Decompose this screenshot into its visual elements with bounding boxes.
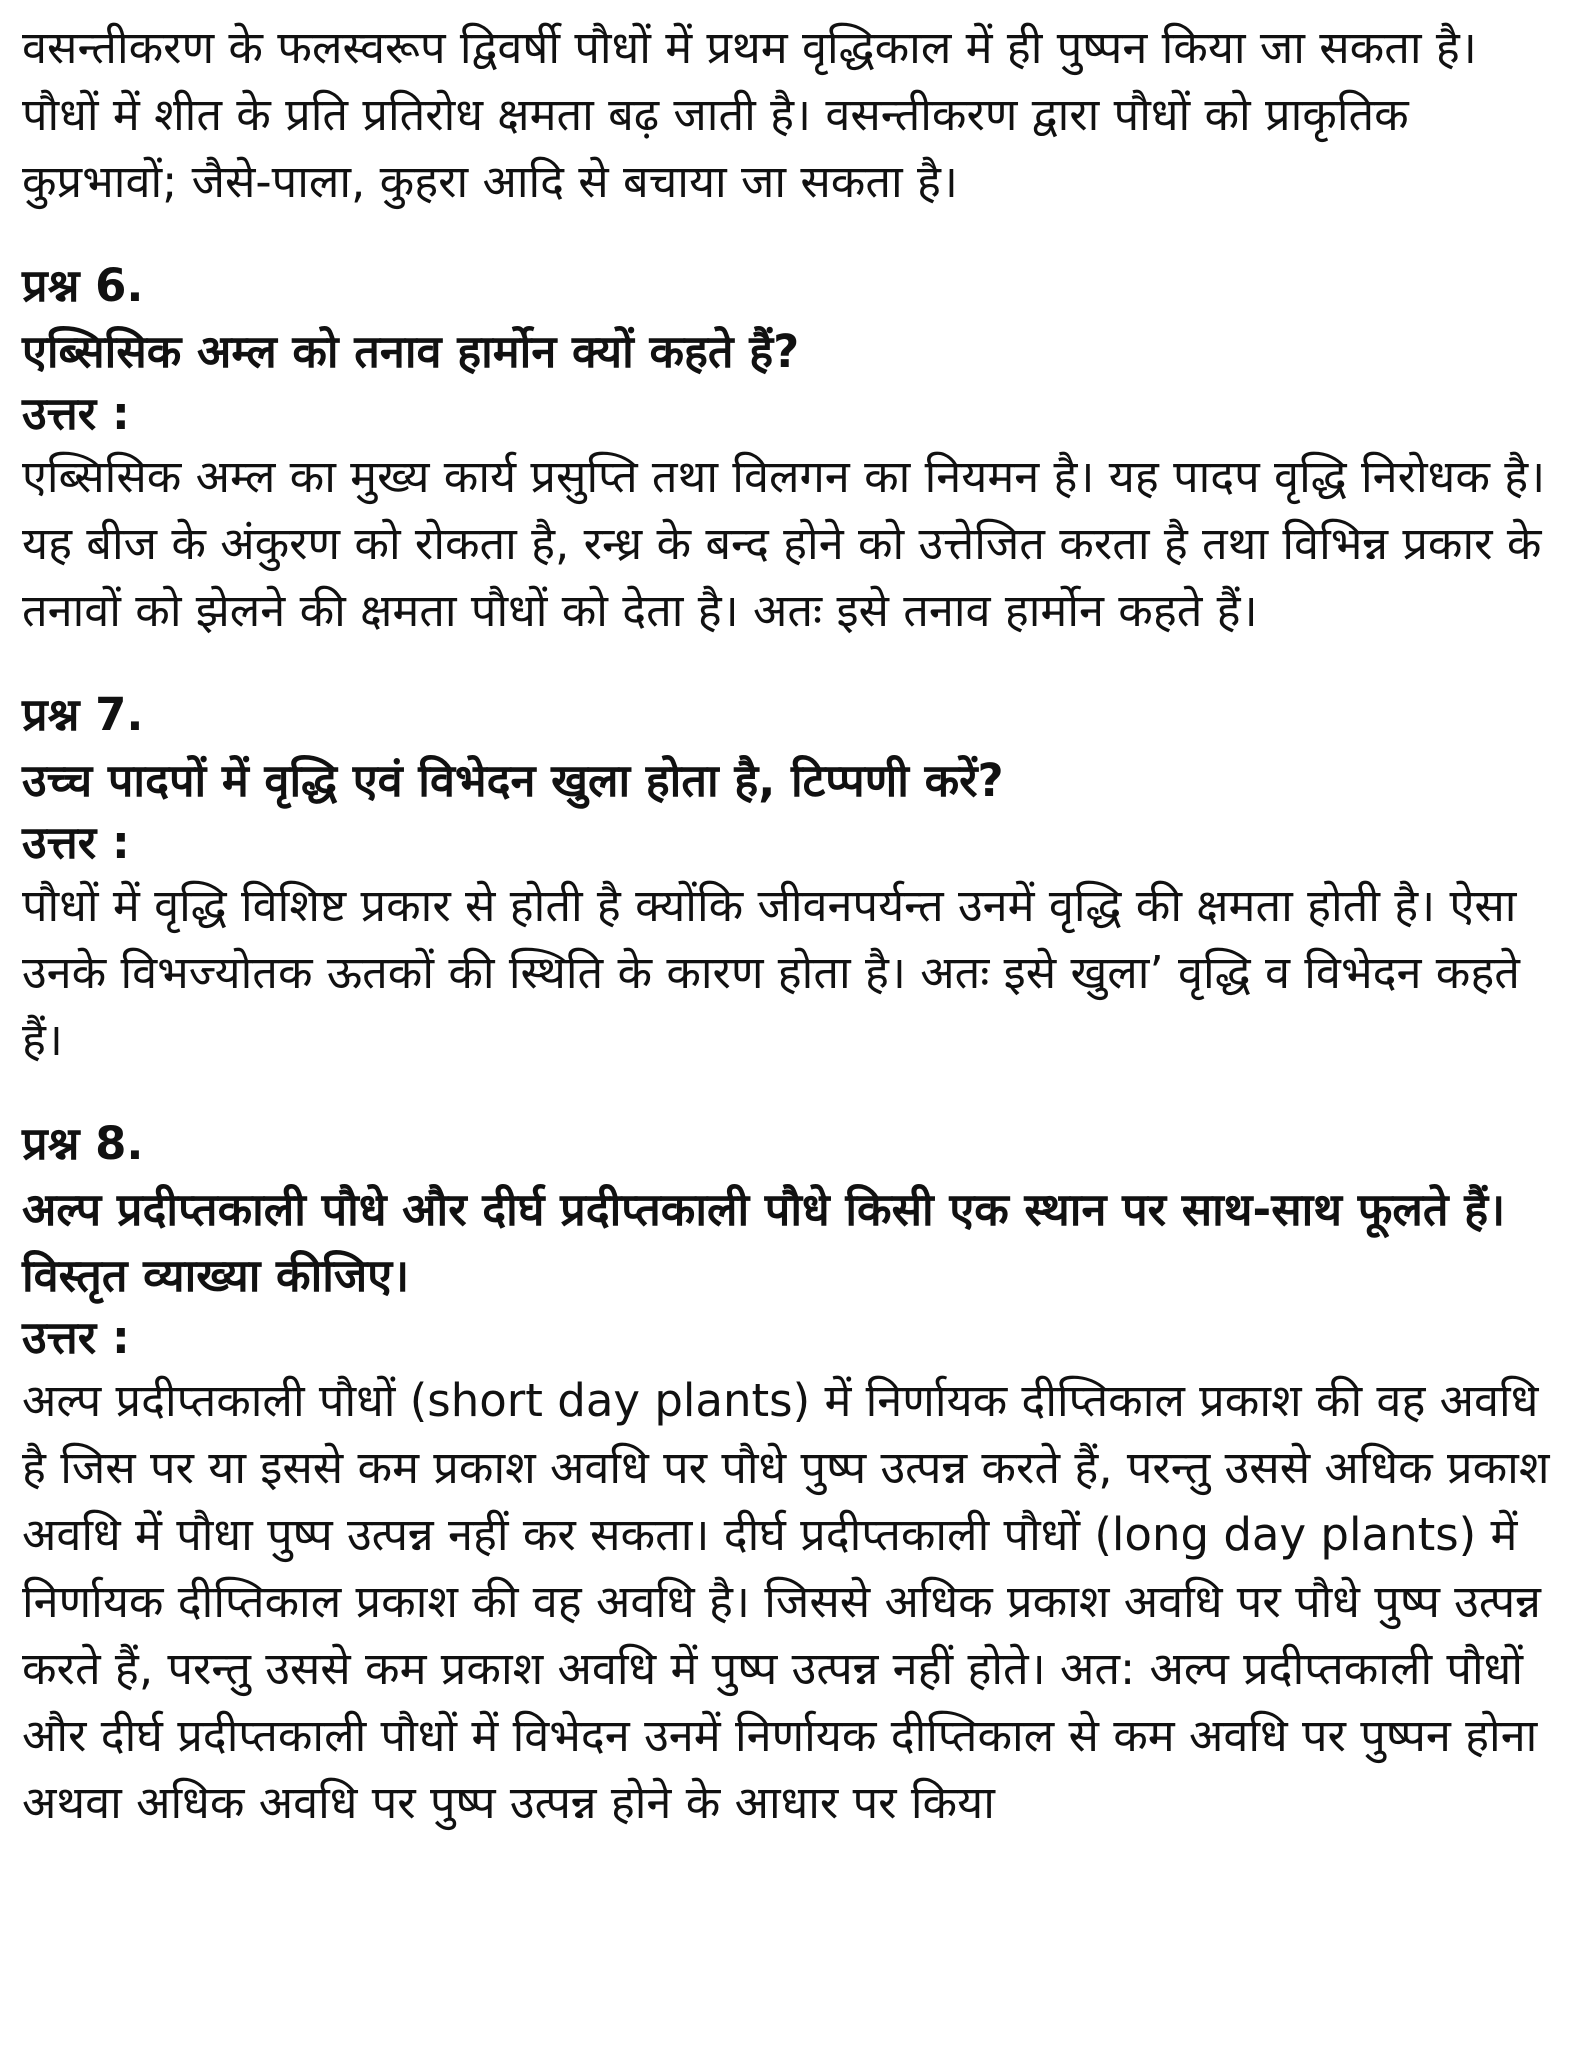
answer-6-label: उत्तर : xyxy=(22,387,130,440)
question-6-text: एब्सिसिक अम्ल को तनाव हार्मोन क्यों कहते हैं? xyxy=(22,325,800,378)
question-7-text: उच्च पादपों में वृद्धि एवं विभेदन खुला होता है, टिप्पणी करें? xyxy=(22,754,1004,807)
answer-7-text: पौधों में वृद्धि विशिष्ट प्रकार से होती है क्योंकि जीवनपर्यन्त उनमें वृद्धि की क्षमता होती है। ऐसा उनके विभज्योतक ऊतकों की स्थिति के कारण होता है। अतः इसे खुला’ वृद्धि व विभेदन कहते हैं। xyxy=(22,879,1520,1066)
question-6-number: प्रश्न 6. xyxy=(22,259,144,312)
intro-paragraph: वसन्तीकरण के फलस्वरूप द्विवर्षी पौधों में प्रथम वृद्धिकाल में ही पुष्पन किया जा सकता है। पौधों में शीत के प्रति प्रतिरोध क्षमता बढ़ जाती है। वसन्तीकरण द्वारा पौधों को प्राकृतिक कुप्रभावों; जैसे-पाला, कुहरा आदि से बचाया जा सकता है। xyxy=(22,21,1477,208)
question-8-text: अल्प प्रदीप्तकाली पौधे और दीर्घ प्रदीप्तकाली पौधे किसी एक स्थान पर साथ-साथ फूलते हैं। विस्तृत व्याख्या कीजिए। xyxy=(22,1183,1506,1302)
question-6-section xyxy=(22,253,1567,644)
answer-8-text: अल्प प्रदीप्तकाली पौधों (short day plants) में निर्णायक दीप्तिकाल प्रकाश की वह अवधि है जिस पर या इससे कम प्रकाश अवधि पर पौधे पुष्प उत्पन्न करते हैं, परन्तु उससे अधिक प्रकाश अवधि में पौधा पुष्प उत्पन्न नहीं कर सकता। दीर्घ प्रदीप्तकाली पौधों (long day plants) में निर्णायक दीप्तिकाल प्रकाश की वह अवधि है। जिससे अधिक प्रकाश अवधि पर पौधे पुष्प उत्पन्न करते हैं, परन्तु उससे कम प्रकाश अवधि में पुष्प उत्पन्न नहीं होते। अत: अल्प प्रदीप्तकाली पौधों और दीर्घ प्रदीप्तकाली पौधों में विभेदन उनमें निर्णायक दीप्तिकाल से कम अवधि पर पुष्पन होना अथवा अधिक अवधि पर पुष्प उत्पन्न होने के आधार पर किया xyxy=(22,1374,1550,1829)
question-7-number: प्रश्न 7. xyxy=(22,688,144,741)
question-7-section xyxy=(22,682,1567,1073)
answer-6-text: एब्सिसिक अम्ल का मुख्य कार्य प्रसुप्ति तथा विलगन का नियमन है। यह पादप वृद्धि निरोधक है। यह बीज के अंकुरण को रोकता है, रन्ध्र के बन्द होने को उत्तेजित करता है तथा विभिन्न प्रकार के तनावों को झेलने की क्षमता पौधों को देता है। अतः इसे तनाव हार्मोन कहते हैं। xyxy=(22,450,1546,637)
answer-8-label: उत्तर : xyxy=(22,1311,130,1364)
answer-7-label: उत्तर : xyxy=(22,816,130,869)
question-8-number: प्रश्न 8. xyxy=(22,1117,144,1170)
document-page xyxy=(22,14,1567,1836)
question-8-section xyxy=(22,1111,1567,1836)
